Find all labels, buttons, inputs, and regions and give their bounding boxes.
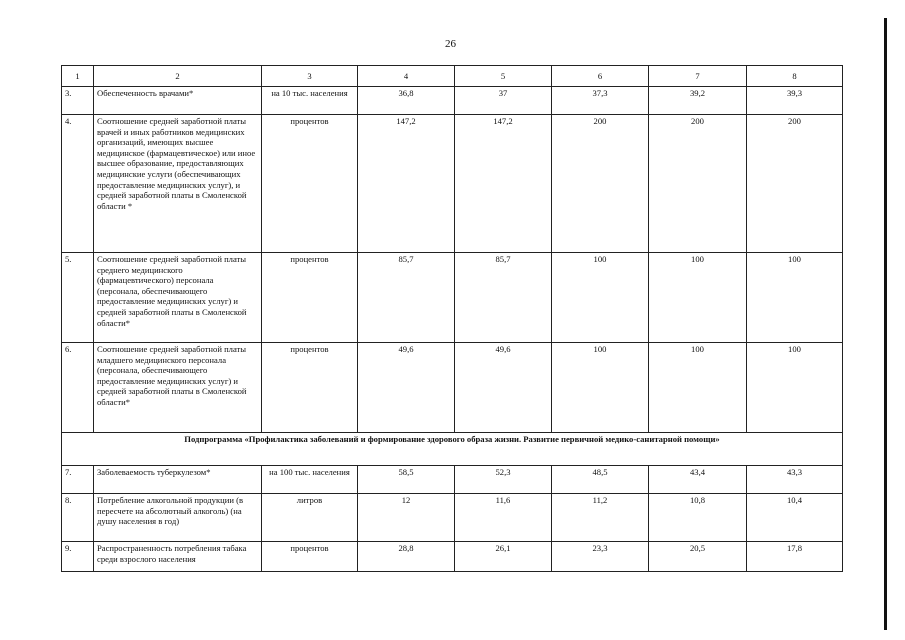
value-cell: 49,6 xyxy=(455,343,552,433)
table-row xyxy=(62,466,843,494)
unit-cell: процентов xyxy=(262,253,358,343)
indicator-name-cell: Соотношение средней заработной платы среднего медицинского (фармацевтического) персонала (персонала, обеспечивающего предоставление медицинских услуг) и средней заработной платы в Смоленской области* xyxy=(94,253,262,343)
unit-cell: на 100 тыс. населения xyxy=(262,466,358,494)
value-cell: 37,3 xyxy=(552,87,649,115)
column-number-header: 4 xyxy=(358,66,455,87)
value-cell: 147,2 xyxy=(358,115,455,253)
column-number-header: 3 xyxy=(262,66,358,87)
value-cell: 100 xyxy=(649,253,747,343)
subprogram-row xyxy=(62,433,843,466)
indicator-name-cell: Распространенность потребления табака среди взрослого населения xyxy=(94,542,262,572)
indicator-name-cell: Соотношение средней заработной платы младшего медицинского персонала (персонала, обеспечивающего предоставление медицинских услуг) и средней заработной платы в Смоленской области* xyxy=(94,343,262,433)
value-cell: 39,3 xyxy=(747,87,843,115)
row-number-cell: 3. xyxy=(62,87,94,115)
value-cell: 43,3 xyxy=(747,466,843,494)
value-cell: 28,8 xyxy=(358,542,455,572)
value-cell: 39,2 xyxy=(649,87,747,115)
page-edge-bar xyxy=(884,18,887,630)
value-cell: 58,5 xyxy=(358,466,455,494)
value-cell: 11,2 xyxy=(552,494,649,542)
indicators-table xyxy=(61,65,843,572)
unit-cell: процентов xyxy=(262,115,358,253)
unit-cell: на 10 тыс. населения xyxy=(262,87,358,115)
value-cell: 10,8 xyxy=(649,494,747,542)
value-cell: 11,6 xyxy=(455,494,552,542)
value-cell: 100 xyxy=(552,253,649,343)
indicator-name-cell: Потребление алкогольной продукции (в пересчете на абсолютный алкоголь) (на душу населения в год) xyxy=(94,494,262,542)
row-number-cell: 7. xyxy=(62,466,94,494)
column-number-header: 8 xyxy=(747,66,843,87)
table-row xyxy=(62,494,843,542)
value-cell: 43,4 xyxy=(649,466,747,494)
value-cell: 20,5 xyxy=(649,542,747,572)
value-cell: 26,1 xyxy=(455,542,552,572)
value-cell: 48,5 xyxy=(552,466,649,494)
row-number-cell: 5. xyxy=(62,253,94,343)
row-number-cell: 9. xyxy=(62,542,94,572)
value-cell: 200 xyxy=(747,115,843,253)
indicator-name-cell: Заболеваемость туберкулезом* xyxy=(94,466,262,494)
table-header-row xyxy=(62,66,843,87)
value-cell: 100 xyxy=(747,253,843,343)
value-cell: 100 xyxy=(552,343,649,433)
table-row xyxy=(62,343,843,433)
row-number-cell: 6. xyxy=(62,343,94,433)
table-row xyxy=(62,87,843,115)
column-number-header: 2 xyxy=(94,66,262,87)
table-row xyxy=(62,542,843,572)
value-cell: 12 xyxy=(358,494,455,542)
value-cell: 100 xyxy=(649,343,747,433)
column-number-header: 5 xyxy=(455,66,552,87)
value-cell: 147,2 xyxy=(455,115,552,253)
table-row xyxy=(62,115,843,253)
column-number-header: 6 xyxy=(552,66,649,87)
unit-cell: процентов xyxy=(262,542,358,572)
value-cell: 200 xyxy=(552,115,649,253)
value-cell: 100 xyxy=(747,343,843,433)
value-cell: 10,4 xyxy=(747,494,843,542)
unit-cell: процентов xyxy=(262,343,358,433)
indicator-name-cell: Соотношение средней заработной платы врачей и иных работников медицинских организаций, имеющих высшее медицинское (фармацевтическое) или иное высшее образование, предоставляющих медицинские услуги (обеспечивающих предоставление медицинских услуг), и средней заработной платы в Смоленской области * xyxy=(94,115,262,253)
value-cell: 17,8 xyxy=(747,542,843,572)
value-cell: 52,3 xyxy=(455,466,552,494)
value-cell: 85,7 xyxy=(358,253,455,343)
row-number-cell: 4. xyxy=(62,115,94,253)
value-cell: 37 xyxy=(455,87,552,115)
table-row xyxy=(62,253,843,343)
indicator-name-cell: Обеспеченность врачами* xyxy=(94,87,262,115)
column-number-header: 1 xyxy=(62,66,94,87)
value-cell: 23,3 xyxy=(552,542,649,572)
page-number: 26 xyxy=(445,38,456,50)
row-number-cell: 8. xyxy=(62,494,94,542)
value-cell: 200 xyxy=(649,115,747,253)
unit-cell: литров xyxy=(262,494,358,542)
value-cell: 36,8 xyxy=(358,87,455,115)
value-cell: 85,7 xyxy=(455,253,552,343)
subprogram-title: Подпрограмма «Профилактика заболеваний и формирование здорового образа жизни. Развитие первичной медико-санитарной помощи» xyxy=(62,433,843,466)
column-number-header: 7 xyxy=(649,66,747,87)
value-cell: 49,6 xyxy=(358,343,455,433)
